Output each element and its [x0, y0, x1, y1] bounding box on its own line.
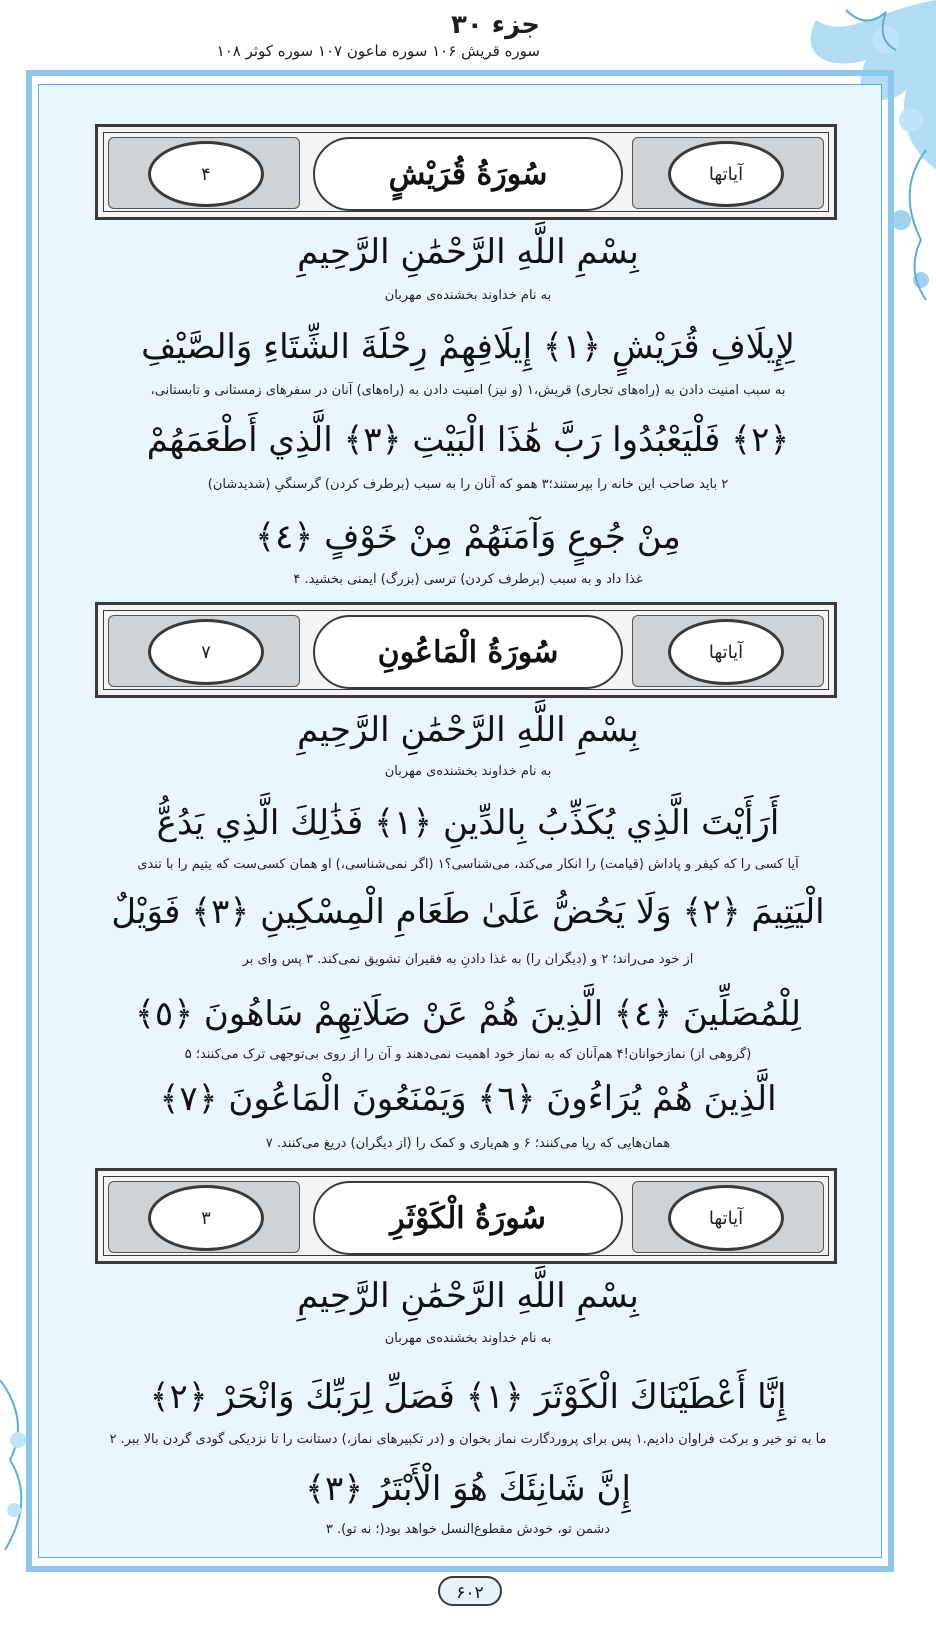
- ayat-label: آیاتها: [668, 619, 784, 685]
- surah-header-quraysh: [95, 124, 837, 220]
- translation-line: ما به تو خیر و برکت فراوان دادیم.۱ پس برای پروردگارت نماز بخوان و (در تکبیرهای نماز،) دستانت را تا نزدیکی گودی گردن بالا ببر. ۲: [109, 1432, 827, 1447]
- ayat-count: ۴: [148, 141, 264, 207]
- page-number: ۶۰۲: [438, 1576, 502, 1606]
- surah-title: سُورَةُ الْكَوْثَرِ: [313, 1181, 623, 1255]
- page-header: [80, 10, 540, 62]
- ayat-count: ۳: [148, 1185, 264, 1251]
- juz-label: جزء ۳۰: [450, 10, 540, 40]
- surah-header-maun: [95, 602, 837, 698]
- verse-line: الْيَتِيمَ ﴿٢﴾ وَلَا يَحُضُّ عَلَىٰ طَعَامِ الْمِسْكِينِ ﴿٣﴾ فَوَيْلٌ: [111, 892, 825, 932]
- verse-line: أَرَأَيْتَ الَّذِي يُكَذِّبُ بِالدِّينِ ﴿١﴾ فَذَٰلِكَ الَّذِي يَدُعُّ: [156, 803, 780, 843]
- translation-line: دشمن تو، خودش مقطوع‌النسل خواهد بود(؛ نه تو). ۳: [325, 1522, 611, 1537]
- basmala-translation: به نام خداوند بخشنده‌ی مهربان: [384, 288, 552, 303]
- translation-line: ۲ باید صاحب این خانه را بپرستند؛۳ همو که آنان را به سبب (برطرف کردن) گرسنگیِ (شدیدشان): [207, 477, 729, 492]
- translation-line: (گروهی از) نمازخوانان!۴ هم‌آنان که به نماز خود اهمیت نمی‌دهند و آن را از روی بی‌توجهی ترک می‌کنند؛ ۵: [184, 1047, 752, 1062]
- ayat-label: آیاتها: [668, 1185, 784, 1251]
- verse-line: الَّذِينَ هُمْ يُرَاءُونَ ﴿٦﴾ وَيَمْنَعُونَ الْمَاعُونَ ﴿٧﴾: [159, 1079, 777, 1119]
- translation-line: همان‌هایی که ریا می‌کنند؛ ۶ و هم‌یاری و کمک را (از دیگران) دریغ می‌کنند. ۷: [265, 1136, 671, 1151]
- ayat-label: آیاتها: [668, 141, 784, 207]
- verse-line: إِنَّ شَانِئَكَ هُوَ الْأَبْتَرُ ﴿٣﴾: [305, 1469, 631, 1509]
- translation-line: آیا کسی را که کیفر و پاداش (قیامت) را انکار می‌کند، می‌شناسی؟۱ (اگر نمی‌شناسی،) او همان کسی‌ست که یتیم را با تندی: [137, 857, 799, 872]
- verse-line: لِإِيلَافِ قُرَيْشٍ ﴿١﴾ إِيلَافِهِمْ رِحْلَةَ الشِّتَاءِ وَالصَّيْفِ: [141, 327, 795, 367]
- translation-line: از خود می‌راند؛ ۲ و (دیگران را) به غذا دادنِ به فقیران تشویق نمی‌کند. ۳ پس وای بر: [242, 952, 694, 967]
- verse-line: لِلْمُصَلِّينَ ﴿٤﴾ الَّذِينَ هُمْ عَنْ صَلَاتِهِمْ سَاهُونَ ﴿٥﴾: [135, 994, 801, 1034]
- surah-list: سوره قریش ۱۰۶ سوره ماعون ۱۰۷ سوره کوثر ۱۰۸: [216, 42, 540, 60]
- basmala-translation: به نام خداوند بخشنده‌ی مهربان: [384, 1331, 552, 1346]
- translation-line: غذا داد و به سبب (برطرف کردن) ترسی (بزرگ) ایمنی بخشید. ۴: [293, 572, 643, 587]
- translation-line: به سبب امنیت دادن به (راه‌های تجاری) قریش،۱ (و نیز) امنیت دادن به (راه‌های) آنان در سفرهای زمستانی و تابستانی،: [150, 383, 786, 398]
- verse-line: إِنَّا أَعْطَيْنَاكَ الْكَوْثَرَ ﴿١﴾ فَصَلِّ لِرَبِّكَ وَانْحَرْ ﴿٢﴾: [149, 1377, 787, 1417]
- surah-header-kawthar: [95, 1168, 837, 1264]
- basmala: بِسْمِ اللَّهِ الرَّحْمَٰنِ الرَّحِيمِ: [297, 710, 639, 750]
- verse-line: مِنْ جُوعٍ وَآمَنَهُمْ مِنْ خَوْفٍ ﴿٤﴾: [255, 517, 681, 557]
- ayat-count: ۷: [148, 619, 264, 685]
- verse-line: ﴿٢﴾ فَلْيَعْبُدُوا رَبَّ هَٰذَا الْبَيْتِ ﴿٣﴾ الَّذِي أَطْعَمَهُمْ: [146, 420, 790, 460]
- surah-title: سُورَةُ الْمَاعُونِ: [313, 615, 623, 689]
- surah-title: سُورَةُ قُرَيْشٍ: [313, 137, 623, 211]
- basmala: بِسْمِ اللَّهِ الرَّحْمَٰنِ الرَّحِيمِ: [297, 232, 639, 272]
- basmala-translation: به نام خداوند بخشنده‌ی مهربان: [384, 764, 552, 779]
- basmala: بِسْمِ اللَّهِ الرَّحْمَٰنِ الرَّحِيمِ: [297, 1276, 639, 1316]
